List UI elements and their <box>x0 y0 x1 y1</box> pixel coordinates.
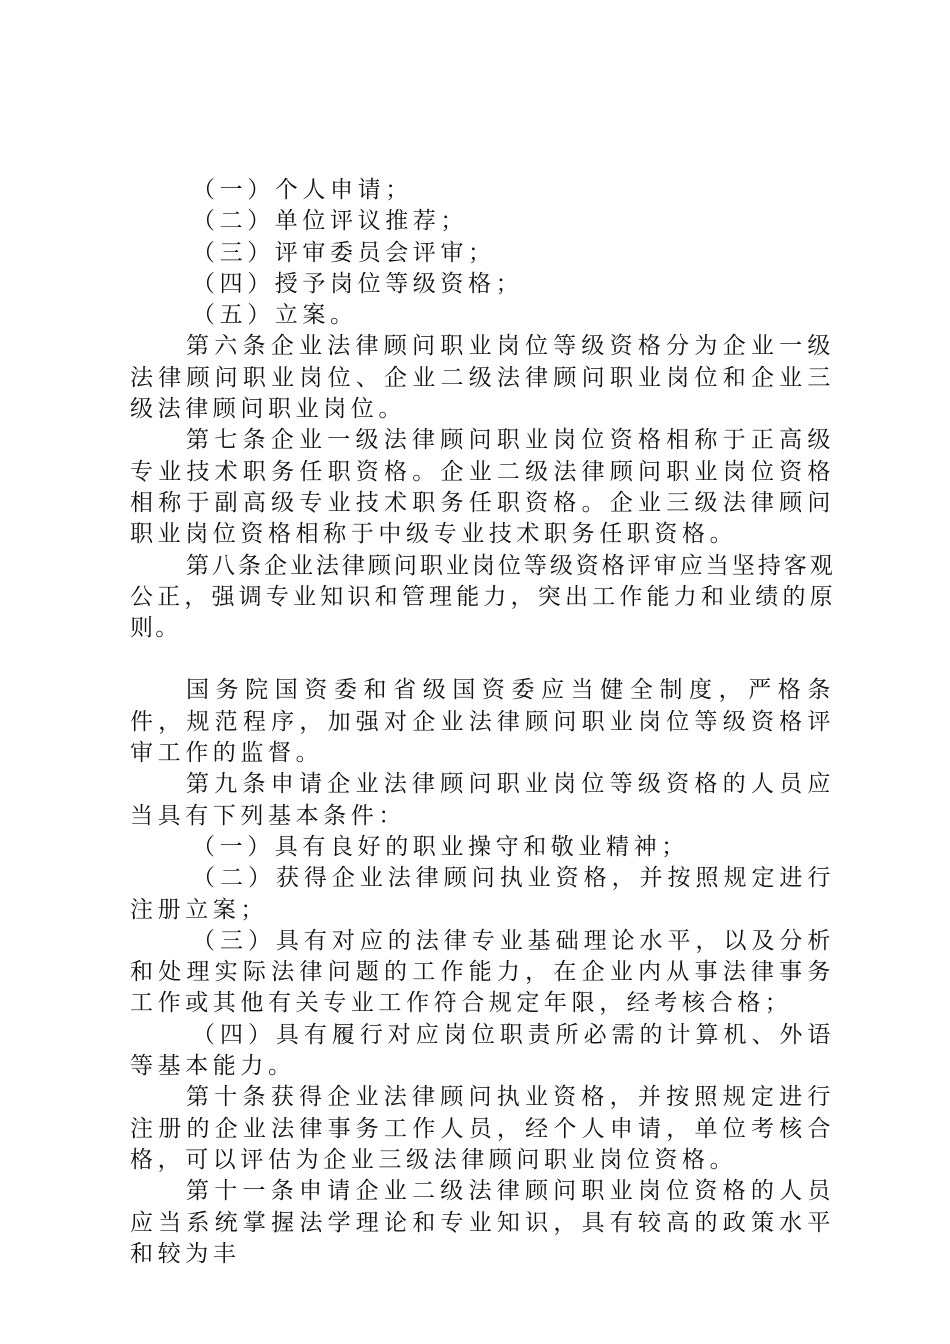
procedure-item-5: （五）立案。 <box>192 302 358 329</box>
article-8: 第八条企业法律顾问职业岗位等级资格评审应当坚持客观公正，强调专业知识和管理能力，突出工作能力和业绩的原则。 <box>130 552 835 642</box>
procedure-item-1: （一）个人申请； <box>192 177 413 203</box>
article-6: 第六条企业法律顾问职业岗位等级资格分为企业一级法律顾问职业岗位、企业二级法律顾问职业岗位和企业三级法律顾问职业岗位。 <box>130 333 835 423</box>
condition-item-1: （一）具有良好的职业操守和敬业精神； <box>192 833 689 860</box>
document-body <box>130 175 835 1270</box>
condition-item-4: （四）具有履行对应岗位职责所必需的计算机、外语等基本能力。 <box>130 1021 835 1080</box>
article-9: 第九条申请企业法律顾问职业岗位等级资格的人员应当具有下列基本条件： <box>130 771 835 829</box>
article-10: 第十条获得企业法律顾问执业资格，并按照规定进行注册的企业法律事务工作人员，经个人申请，单位考核合格，可以评估为企业三级法律顾问职业岗位资格。 <box>130 1084 835 1173</box>
article-7: 第七条企业一级法律顾问职业岗位资格相称于正高级专业技术职务任职资格。企业二级法律顾问职业岗位资格相称于副高级专业技术职务任职资格。企业三级法律顾问职业岗位资格相称于中级专业技术职务任职资格。 <box>130 427 835 548</box>
procedure-item-2: （二）单位评议推荐； <box>192 208 468 235</box>
article-8-supervision: 国务院国资委和省级国资委应当健全制度，严格条件，规范程序，加强对企业法律顾问职业岗位等级资格评审工作的监督。 <box>130 677 835 767</box>
article-11: 第十一条申请企业二级法律顾问职业岗位资格的人员应当系统掌握法学理论和专业知识，具有较高的政策水平和较为丰 <box>130 1178 835 1267</box>
procedure-item-4: （四）授予岗位等级资格； <box>192 270 524 297</box>
condition-item-2: （二）获得企业法律顾问执业资格，并按照规定进行注册立案； <box>130 865 835 923</box>
procedure-item-3: （三）评审委员会评审； <box>192 239 496 266</box>
condition-item-3: （三）具有对应的法律专业基础理论水平，以及分析和处理实际法律问题的工作能力，在企业内从事法律事务工作或其他有关专业工作符合规定年限，经考核合格； <box>130 927 835 1017</box>
